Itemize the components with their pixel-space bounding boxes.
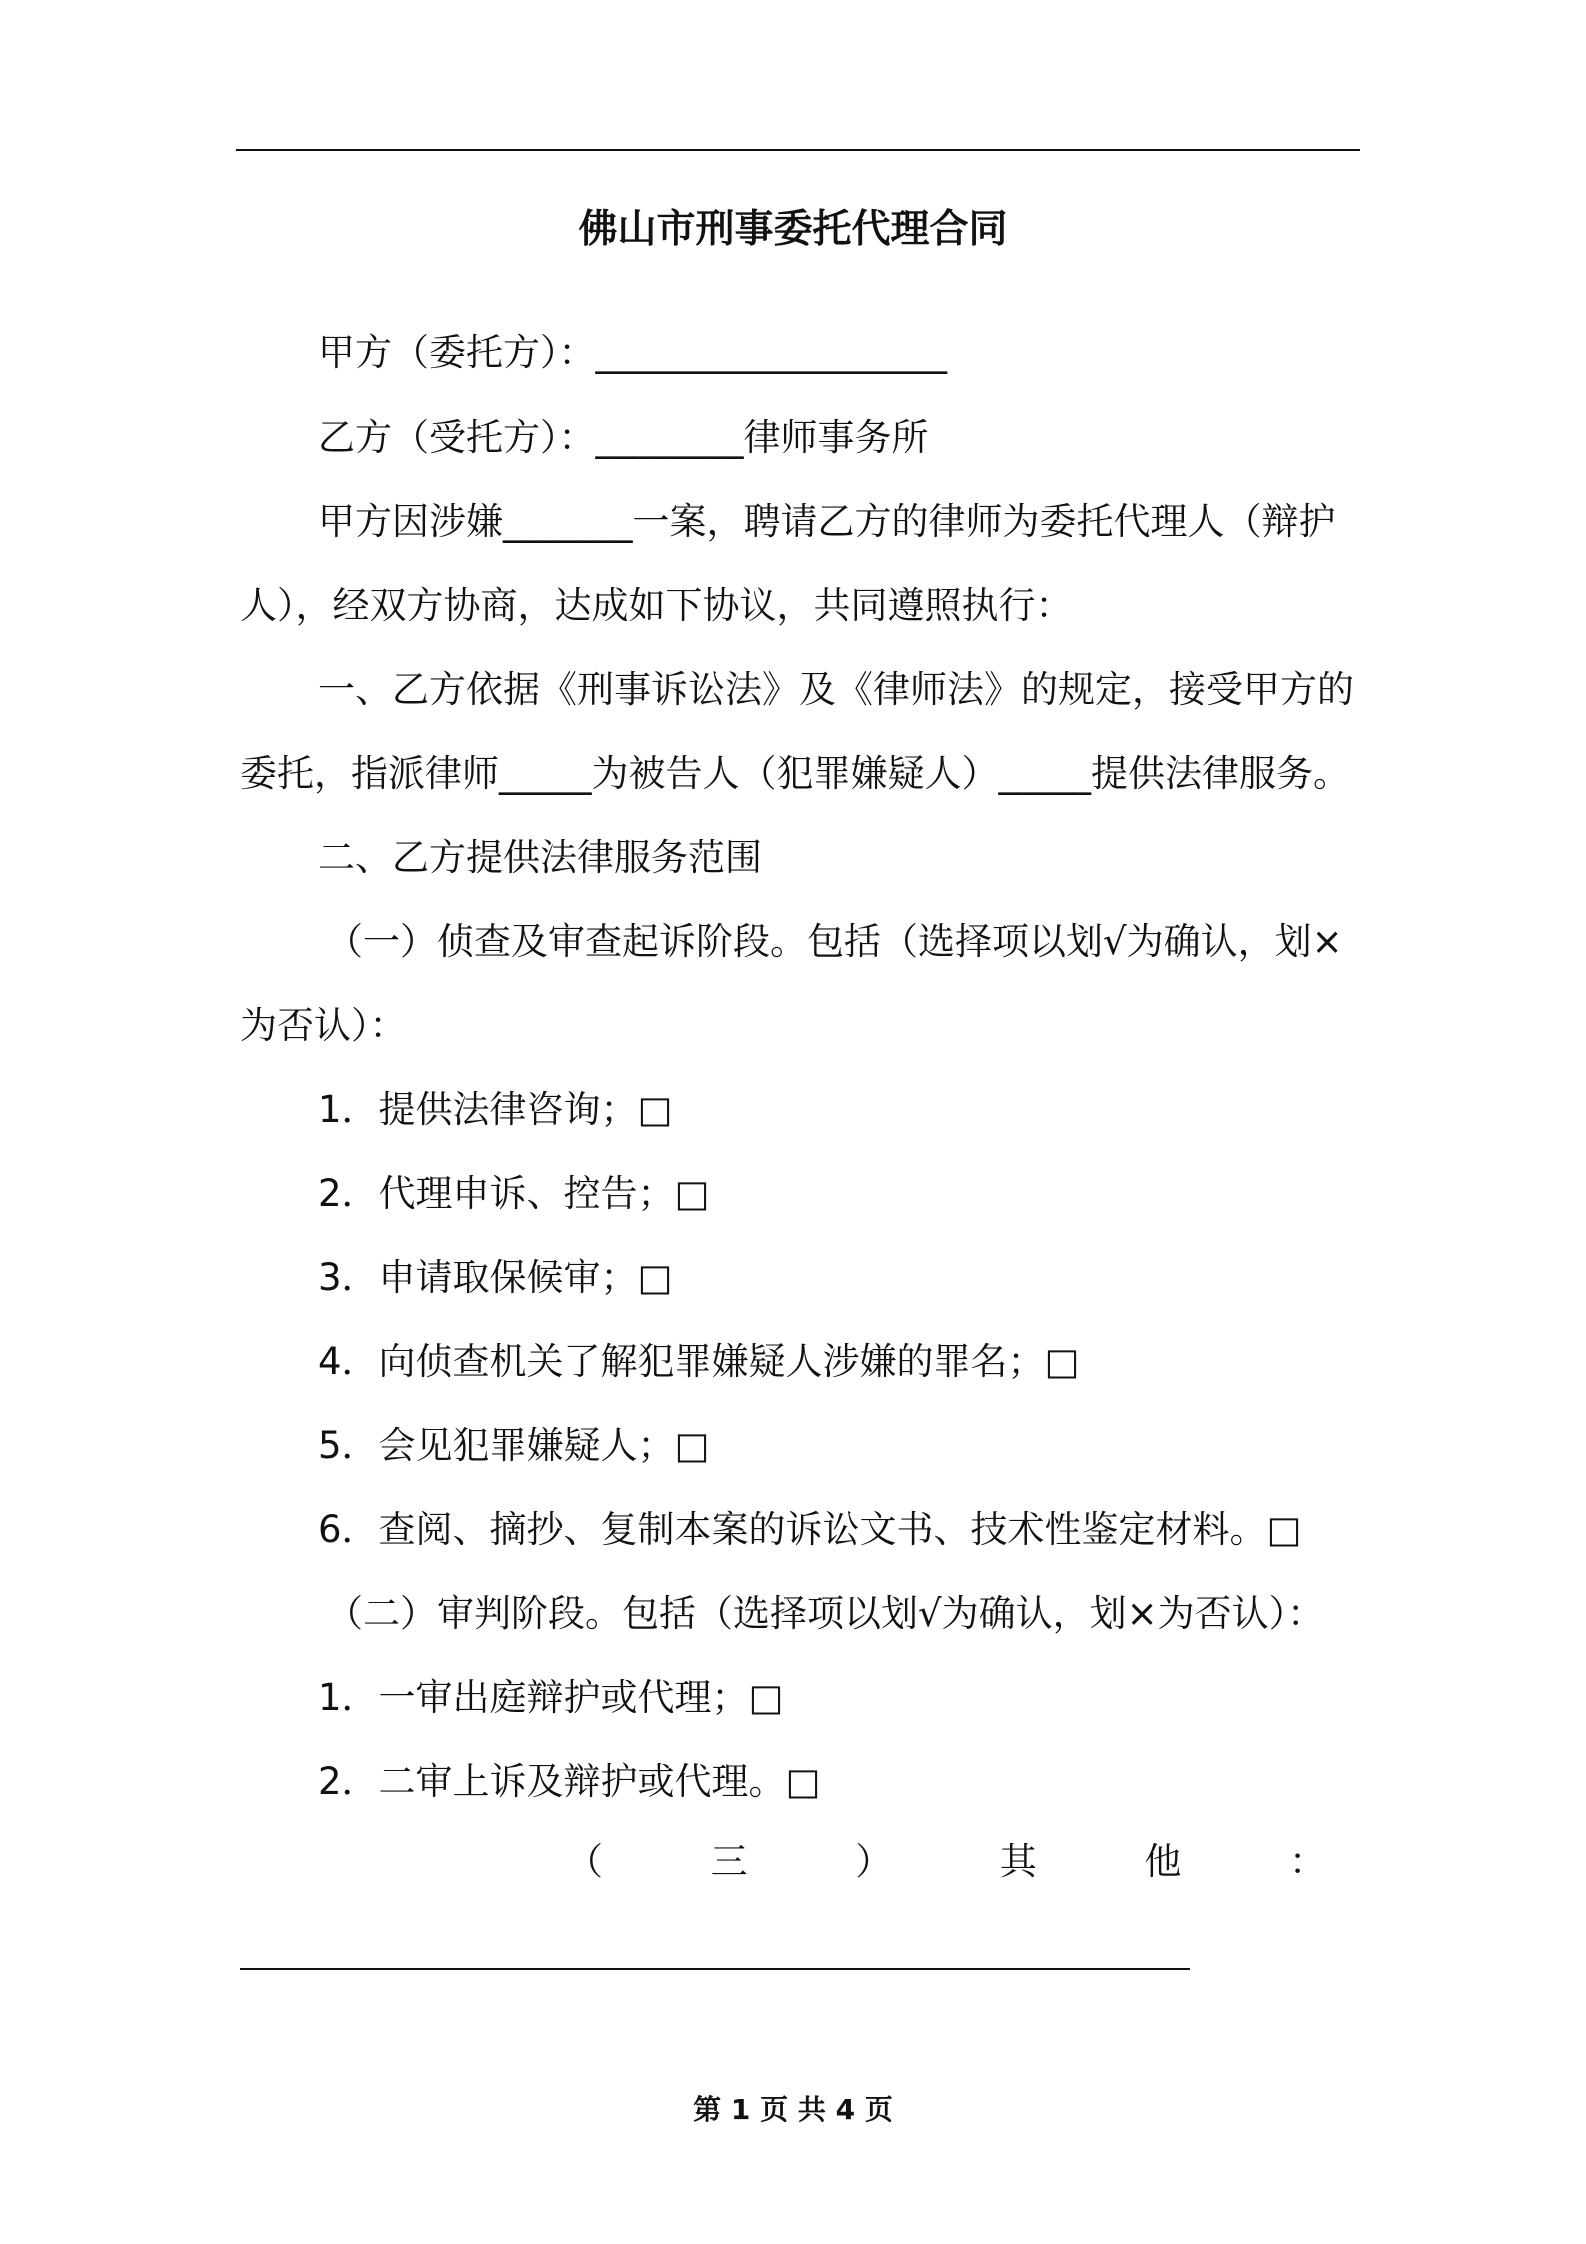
stage-3-char: （ bbox=[566, 1840, 603, 1883]
party-a-line: 甲方（委托方）：___________________ bbox=[318, 331, 947, 374]
fill-in-blank-line bbox=[240, 1968, 1190, 1970]
stage-3-heading bbox=[566, 1834, 1326, 1890]
intro-paragraph-line-1: 甲方因涉嫌_______一案，聘请乙方的律师为委托代理人（辩护 bbox=[318, 500, 1336, 543]
stage-2-item: 1．一审出庭辩护或代理；□ bbox=[318, 1676, 784, 1719]
header-rule bbox=[236, 149, 1360, 151]
stage-3-char: 他 bbox=[1144, 1840, 1182, 1883]
clause-2-heading: 二、乙方提供法律服务范围 bbox=[318, 836, 762, 879]
stage-3-char: ： bbox=[1288, 1840, 1326, 1883]
party-b-line: 乙方（受托方）：________律师事务所 bbox=[318, 416, 929, 459]
stage-2-item: 2．二审上诉及辩护或代理。□ bbox=[318, 1760, 821, 1803]
stage-3-char: 三 bbox=[710, 1840, 748, 1883]
stage-1-item: 3．申请取保候审；□ bbox=[318, 1256, 673, 1299]
document-title: 佛山市刑事委托代理合同 bbox=[578, 207, 1008, 252]
clause-1-line-1: 一、乙方依据《刑事诉讼法》及《律师法》的规定，接受甲方的 bbox=[318, 668, 1354, 711]
stage-1-item: 6．查阅、摘抄、复制本案的诉讼文书、技术性鉴定材料。□ bbox=[318, 1508, 1302, 1551]
stage-3-char: 其 bbox=[999, 1840, 1037, 1883]
stage-2-heading: （二）审判阶段。包括（选择项以划√为确认，划×为否认）： bbox=[326, 1592, 1325, 1635]
stage-1-item: 4．向侦查机关了解犯罪嫌疑人涉嫌的罪名；□ bbox=[318, 1340, 1080, 1383]
stage-1-item: 2．代理申诉、控告；□ bbox=[318, 1172, 710, 1215]
stage-1-heading-line-2: 为否认）： bbox=[240, 1004, 407, 1047]
page-number: 第 1 页 共 4 页 bbox=[693, 2093, 893, 2126]
stage-1-item: 5．会见犯罪嫌疑人；□ bbox=[318, 1424, 710, 1467]
stage-3-char: ） bbox=[855, 1840, 893, 1883]
intro-paragraph-line-2: 人），经双方协商，达成如下协议，共同遵照执行： bbox=[240, 584, 1073, 627]
stage-1-item: 1．提供法律咨询；□ bbox=[318, 1088, 673, 1131]
clause-1-line-2: 委托，指派律师_____为被告人（犯罪嫌疑人）_____提供法律服务。 bbox=[240, 752, 1350, 795]
stage-1-heading-line-1: （一）侦查及审查起诉阶段。包括（选择项以划√为确认，划× bbox=[326, 920, 1343, 963]
